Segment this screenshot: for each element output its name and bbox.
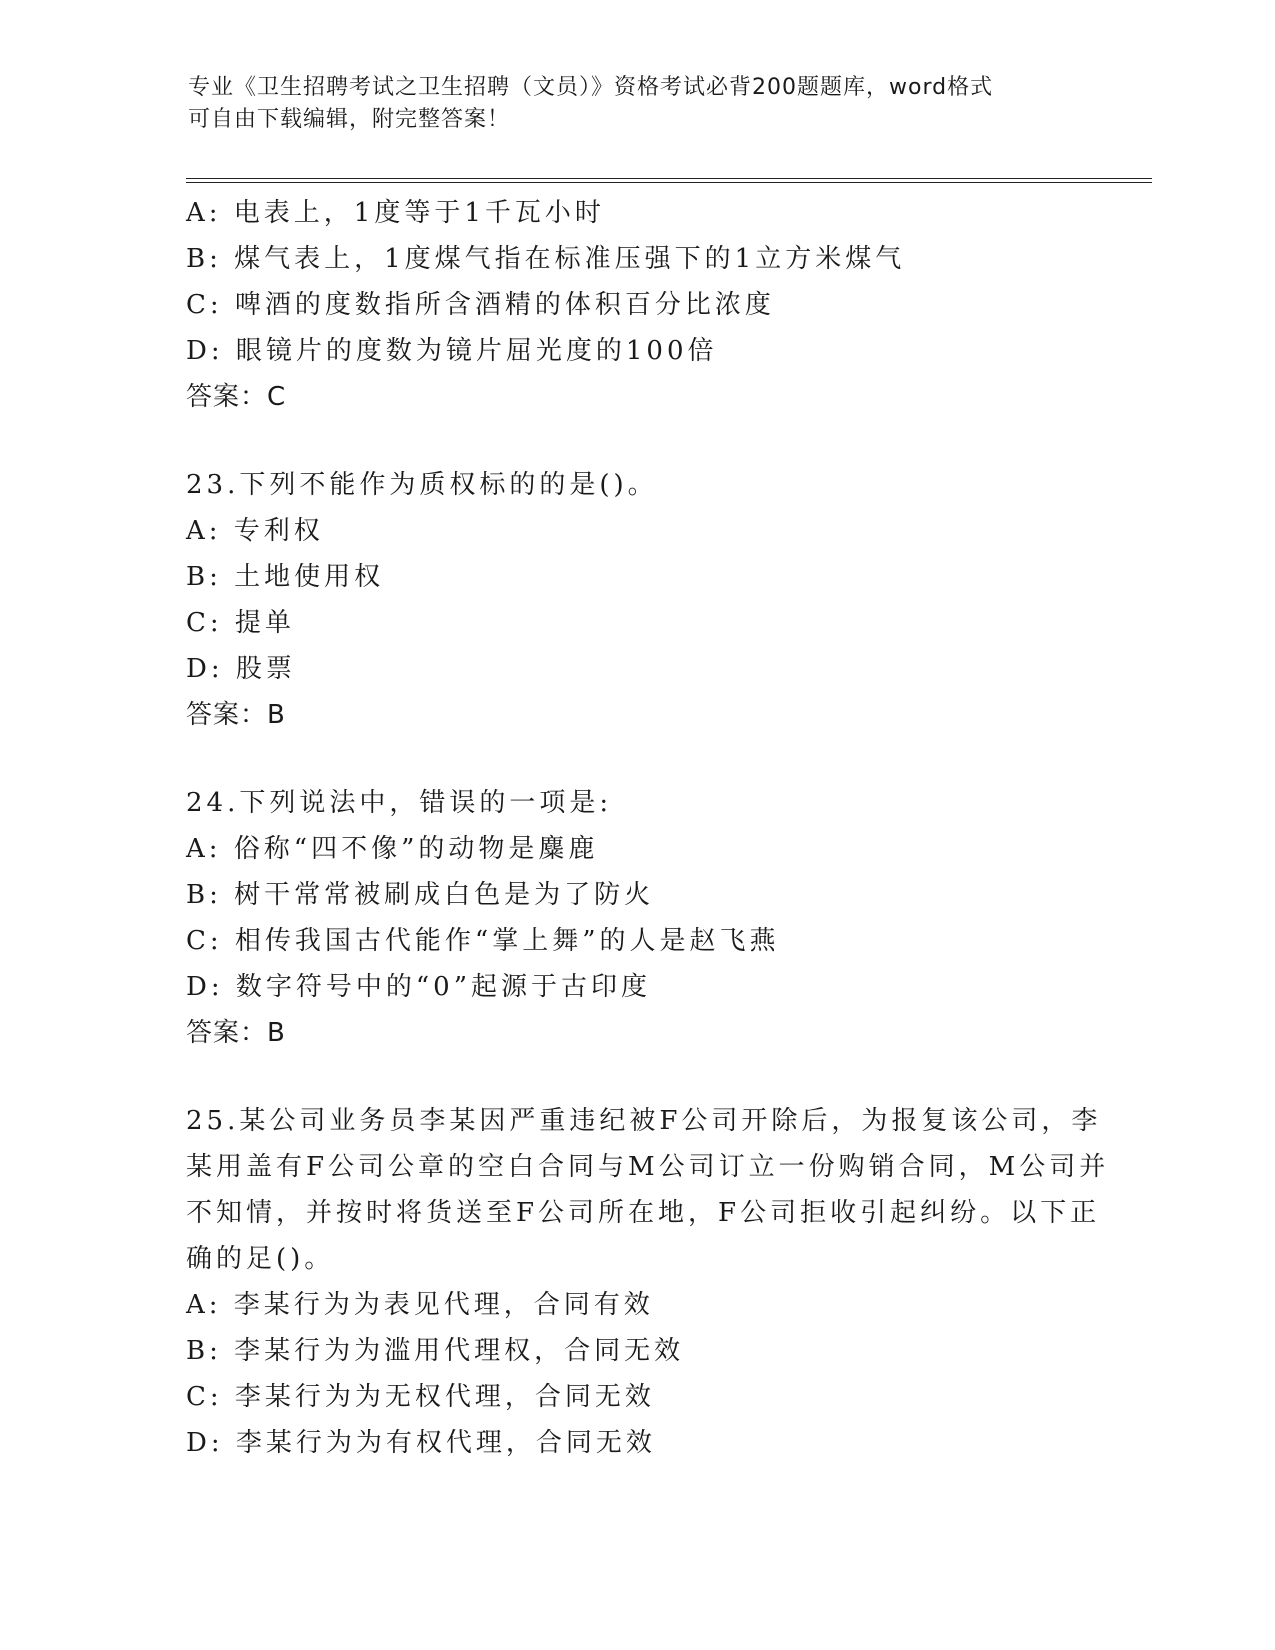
option-b: B: 煤气表上，1度煤气指在标准压强下的1立方米煤气 <box>186 244 906 274</box>
option-c: C: 相传我国古代能作“掌上舞”的人是赵飞燕 <box>186 926 780 956</box>
header-divider-top <box>186 178 1152 179</box>
question-stem-line-1: 25.某公司业务员李某因严重违纪被F公司开除后，为报复该公司，李 <box>186 1106 1102 1136</box>
option-b: B: 李某行为为滥用代理权，合同无效 <box>186 1336 685 1366</box>
answer-line: 答案：B <box>186 700 286 730</box>
option-b: B: 树干常常被刷成白色是为了防火 <box>186 880 655 910</box>
option-a: A: 俗称“四不像”的动物是麋鹿 <box>186 834 599 864</box>
option-c: C: 啤酒的度数指所含酒精的体积百分比浓度 <box>186 290 775 320</box>
question-spacer <box>186 1056 1086 1098</box>
option-c: C: 李某行为为无权代理，合同无效 <box>186 1382 655 1412</box>
question-22 <box>186 190 1086 420</box>
option-a: A: 李某行为为表见代理，合同有效 <box>186 1290 654 1320</box>
question-stem: 24.下列说法中，错误的一项是: <box>186 788 613 818</box>
question-list <box>186 190 1110 1466</box>
option-a: A: 电表上，1度等于1千瓦小时 <box>186 198 605 228</box>
header-title-line-1: 专业《卫生招聘考试之卫生招聘（文员）》资格考试必背200题题库，word格式 <box>188 75 994 100</box>
header-divider-bottom <box>186 182 1152 183</box>
answer-line: 答案：C <box>186 382 287 412</box>
question-stem-line-2: 某用盖有F公司公章的空白合同与M公司订立一份购销合同，M公司并 <box>186 1152 1110 1182</box>
question-23 <box>186 462 1086 738</box>
question-spacer <box>186 738 1086 780</box>
answer-line: 答案：B <box>186 1018 286 1048</box>
document-header <box>188 72 1088 136</box>
question-stem: 23.下列不能作为质权标的的是()。 <box>186 470 658 500</box>
header-title-line-2: 可自由下载编辑，附完整答案！ <box>188 107 511 132</box>
question-stem-line-4: 确的足()。 <box>186 1244 335 1274</box>
question-25 <box>186 1098 1110 1466</box>
question-24 <box>186 780 1086 1056</box>
option-c: C: 提单 <box>186 608 295 638</box>
option-d: D: 李某行为为有权代理，合同无效 <box>186 1428 656 1458</box>
option-a: A: 专利权 <box>186 516 324 546</box>
option-d: D: 股票 <box>186 654 296 684</box>
question-spacer <box>186 420 1086 462</box>
question-stem-line-3: 不知情，并按时将货送至F公司所在地，F公司拒收引起纠纷。以下正 <box>186 1198 1101 1228</box>
option-b: B: 土地使用权 <box>186 562 385 592</box>
option-d: D: 眼镜片的度数为镜片屈光度的100倍 <box>186 336 718 366</box>
option-d: D: 数字符号中的“0”起源于古印度 <box>186 972 651 1002</box>
